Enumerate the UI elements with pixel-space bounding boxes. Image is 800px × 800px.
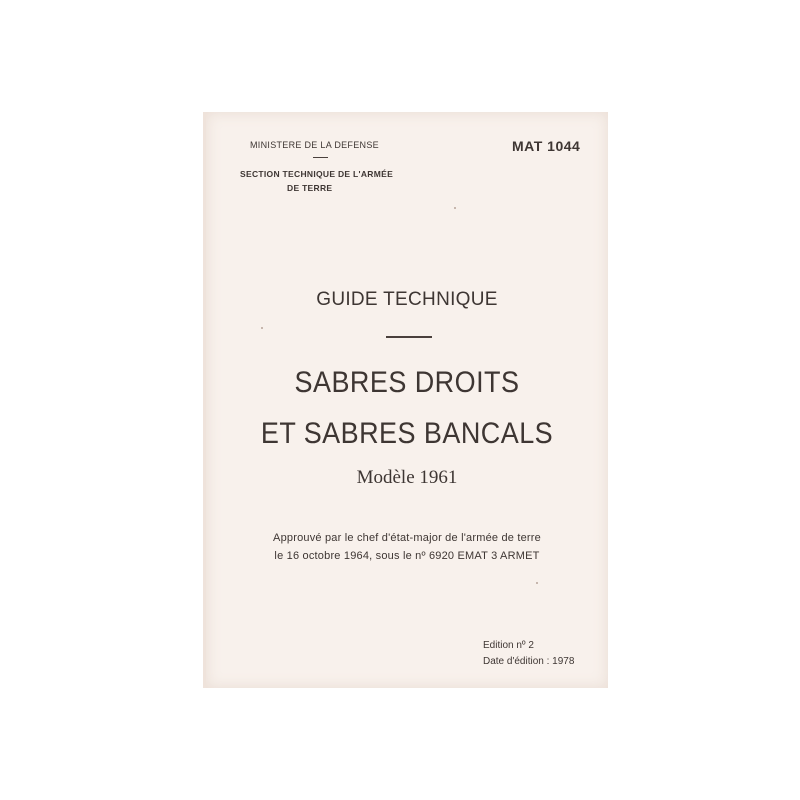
approval-line2: le 16 octobre 1964, sous le nº 6920 EMAT 3 ARMET bbox=[274, 550, 540, 562]
paper-speck bbox=[454, 207, 456, 209]
reference-number: MAT 1044 bbox=[512, 138, 581, 154]
edition-number: Edition nº 2 bbox=[483, 640, 534, 651]
section-label-line1: SECTION TECHNIQUE DE L'ARMÉE bbox=[240, 169, 394, 179]
title-line1: SABRES DROITS bbox=[294, 366, 520, 399]
document-heading: GUIDE TECHNIQUE bbox=[316, 289, 498, 310]
title-divider bbox=[386, 336, 432, 338]
ministry-label: MINISTERE DE LA DEFENSE bbox=[250, 140, 379, 150]
document-cover bbox=[203, 112, 608, 688]
paper-speck bbox=[261, 327, 263, 329]
model-subtitle: Modèle 1961 bbox=[356, 467, 458, 488]
paper-speck bbox=[536, 582, 538, 584]
edition-date: Date d'édition : 1978 bbox=[483, 656, 575, 667]
section-label-line2: DE TERRE bbox=[287, 183, 333, 193]
title-line2: ET SABRES BANCALS bbox=[260, 417, 554, 450]
approval-line1: Approuvé par le chef d'état-major de l'armée de terre bbox=[273, 532, 541, 544]
ministry-divider bbox=[313, 157, 328, 158]
